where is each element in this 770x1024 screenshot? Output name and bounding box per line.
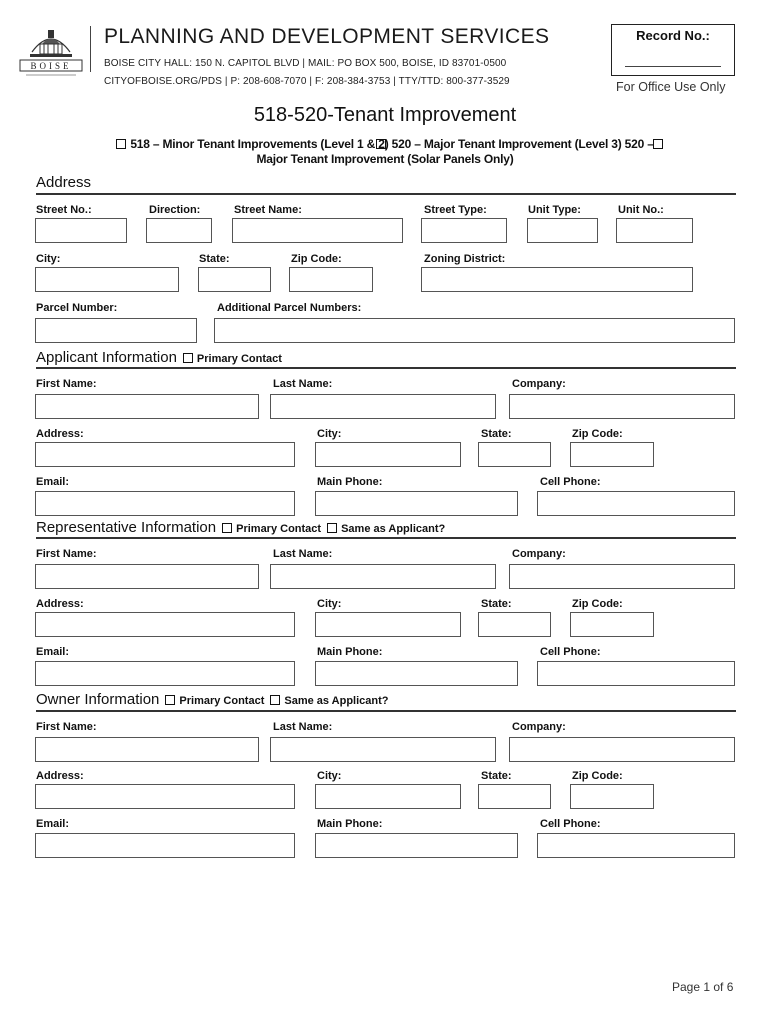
owner-email-input[interactable] (35, 833, 295, 858)
section-rule (36, 710, 736, 712)
zip-input[interactable] (289, 267, 373, 292)
primary-contact-label: Primary Contact (236, 523, 322, 535)
zip-label: Zip Code: (572, 598, 623, 610)
cell-phone-label: Cell Phone: (540, 646, 601, 658)
section-rule (36, 537, 736, 539)
street-no-input[interactable] (35, 218, 127, 243)
state-label: State: (481, 428, 512, 440)
zoning-label: Zoning District: (424, 253, 506, 265)
city-label: City: (36, 253, 61, 265)
city-label: City: (317, 428, 342, 440)
representative-primary-checkbox[interactable] (222, 523, 232, 533)
contact-line: CITYOFBOISE.ORG/PDS | P: 208-608-7070 | F: 208-384-3753 | TTY/TTD: 800-377-3529 (104, 76, 510, 87)
owner-main-phone-input[interactable] (315, 833, 518, 858)
applicant-city-input[interactable] (315, 442, 461, 467)
representative-cell-phone-input[interactable] (537, 661, 735, 686)
logo-text: BOISE (30, 61, 72, 71)
cell-phone-label: Cell Phone: (540, 818, 601, 830)
state-label: State: (481, 770, 512, 782)
applicant-company-input[interactable] (509, 394, 735, 419)
applicant-first-name-input[interactable] (35, 394, 259, 419)
city-label: City: (317, 598, 342, 610)
applicant-zip-input[interactable] (570, 442, 654, 467)
form-title: 518-520-Tenant Improvement (253, 104, 517, 126)
checkbox-520-major[interactable] (376, 139, 386, 149)
street-type-input[interactable] (421, 218, 507, 243)
state-input[interactable] (198, 267, 271, 292)
page-number: Page 1 of 6 (672, 980, 734, 994)
owner-state-input[interactable] (478, 784, 551, 809)
additional-parcel-label: Additional Parcel Numbers: (217, 302, 362, 314)
owner-section-header (36, 691, 389, 708)
owner-company-input[interactable] (509, 737, 735, 762)
owner-cell-phone-input[interactable] (537, 833, 735, 858)
primary-contact-label: Primary Contact (179, 695, 265, 707)
zip-label: Zip Code: (291, 253, 342, 265)
office-use-note: For Office Use Only (616, 80, 726, 94)
street-name-input[interactable] (232, 218, 403, 243)
first-name-label: First Name: (36, 721, 97, 733)
applicant-last-name-input[interactable] (270, 394, 496, 419)
section-title: Owner Information (36, 691, 160, 708)
main-phone-label: Main Phone: (317, 646, 383, 658)
representative-section-header (36, 519, 445, 536)
representative-first-name-input[interactable] (35, 564, 259, 589)
address-label: Address: (36, 428, 84, 440)
street-no-label: Street No.: (36, 204, 92, 216)
main-phone-label: Main Phone: (317, 476, 383, 488)
last-name-label: Last Name: (273, 721, 333, 733)
first-name-label: First Name: (36, 378, 97, 390)
street-name-label: Street Name: (234, 204, 302, 216)
applicant-main-phone-input[interactable] (315, 491, 518, 516)
zip-label: Zip Code: (572, 770, 623, 782)
section-rule (36, 367, 736, 369)
applicant-primary-checkbox[interactable] (183, 353, 193, 363)
checkbox-518-minor[interactable] (116, 139, 126, 149)
company-label: Company: (512, 721, 566, 733)
company-label: Company: (512, 548, 566, 560)
record-number-line (625, 66, 721, 67)
email-label: Email: (36, 476, 70, 488)
representative-email-input[interactable] (35, 661, 295, 686)
section-title: Representative Information (36, 519, 217, 536)
city-input[interactable] (35, 267, 179, 292)
state-label: State: (481, 598, 512, 610)
representative-last-name-input[interactable] (270, 564, 496, 589)
applicant-cell-phone-input[interactable] (537, 491, 735, 516)
representative-main-phone-input[interactable] (315, 661, 518, 686)
owner-last-name-input[interactable] (270, 737, 496, 762)
primary-contact-label: Primary Contact (196, 353, 282, 365)
record-number-box (611, 24, 735, 76)
email-label: Email: (36, 818, 70, 830)
main-phone-label: Main Phone: (317, 818, 383, 830)
address-section-header (36, 174, 91, 191)
owner-zip-input[interactable] (570, 784, 654, 809)
owner-first-name-input[interactable] (35, 737, 259, 762)
representative-zip-input[interactable] (570, 612, 654, 637)
company-label: Company: (512, 378, 566, 390)
org-title: PLANNING AND DEVELOPMENT SERVICES (104, 25, 550, 48)
section-title: Address (36, 174, 92, 191)
section-title: Applicant Information (36, 349, 177, 366)
cell-phone-label: Cell Phone: (540, 476, 601, 488)
owner-same-checkbox[interactable] (270, 695, 280, 705)
parcel-input[interactable] (35, 318, 197, 343)
address-label: Address: (36, 770, 84, 782)
state-label: State: (199, 253, 230, 265)
street-type-label: Street Type: (424, 204, 487, 216)
representative-same-checkbox[interactable] (327, 523, 337, 533)
representative-address-input[interactable] (35, 612, 295, 637)
additional-parcel-input[interactable] (214, 318, 735, 343)
email-label: Email: (36, 646, 70, 658)
city-label: City: (317, 770, 342, 782)
section-rule (36, 193, 736, 195)
checkbox-520-solar[interactable] (653, 139, 663, 149)
unit-no-input[interactable] (616, 218, 693, 243)
header-divider (90, 26, 91, 72)
record-number-label: Record No.: (636, 28, 710, 43)
address-line: BOISE CITY HALL: 150 N. CAPITOL BLVD | MAIL: PO BOX 500, BOISE, ID 83701-0500 (104, 58, 507, 69)
applicant-address-input[interactable] (35, 442, 295, 467)
same-as-applicant-label: Same as Applicant? (284, 695, 389, 707)
representative-city-input[interactable] (315, 612, 461, 637)
owner-primary-checkbox[interactable] (165, 695, 175, 705)
unit-type-label: Unit Type: (528, 204, 581, 216)
applicant-email-input[interactable] (35, 491, 295, 516)
unit-no-label: Unit No.: (618, 204, 664, 216)
representative-company-input[interactable] (509, 564, 735, 589)
permit-types-text: 518 – Minor Tenant Improvements (Level 1 & 2) 520 – Major Tenant Improvement (Level 3) 520 – (130, 137, 654, 151)
owner-address-input[interactable] (35, 784, 295, 809)
direction-input[interactable] (146, 218, 212, 243)
applicant-state-input[interactable] (478, 442, 551, 467)
first-name-label: First Name: (36, 548, 97, 560)
address-label: Address: (36, 598, 84, 610)
owner-city-input[interactable] (315, 784, 461, 809)
zip-label: Zip Code: (572, 428, 623, 440)
same-as-applicant-label: Same as Applicant? (341, 523, 446, 535)
unit-type-input[interactable] (527, 218, 598, 243)
representative-state-input[interactable] (478, 612, 551, 637)
applicant-section-header (36, 349, 282, 366)
direction-label: Direction: (149, 204, 201, 216)
zoning-input[interactable] (421, 267, 693, 292)
last-name-label: Last Name: (273, 548, 333, 560)
parcel-label: Parcel Number: (36, 302, 118, 314)
last-name-label: Last Name: (273, 378, 333, 390)
permit-type-line-2: Major Tenant Improvement (Solar Panels Only) (256, 152, 514, 166)
boise-city-logo (18, 22, 84, 80)
